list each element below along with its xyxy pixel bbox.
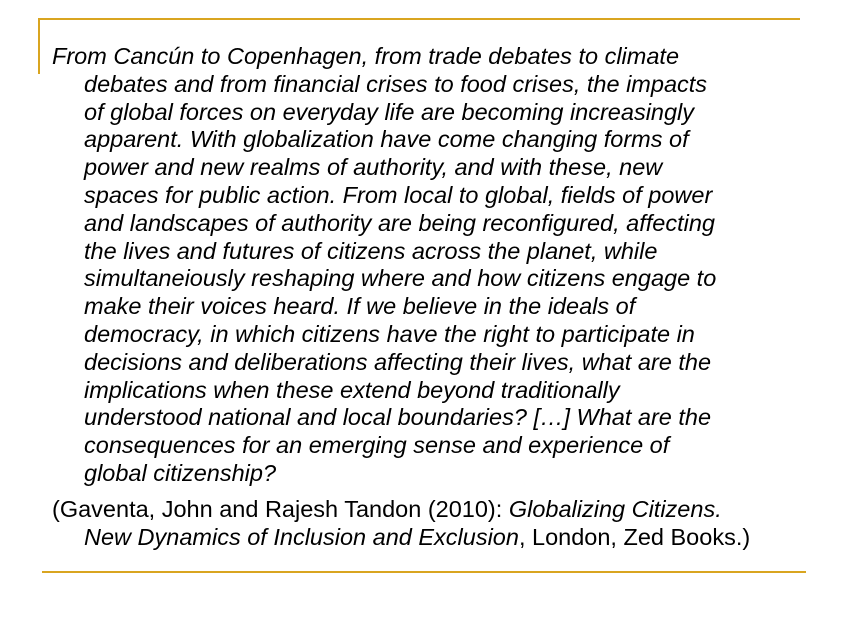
quote-line: spaces for public action. From local to global, fields of power [84,181,713,208]
quote-line: of global forces on everyday life are becoming increasingly [84,98,695,125]
quote-line: the lives and futures of citizens across the planet, while [84,237,658,264]
bottom-accent-rule [42,571,806,573]
quote-line: and landscapes of authority are being reconfigured, affecting [84,209,716,236]
citation-title-part2: New Dynamics of Inclusion and Exclusion [84,523,519,550]
citation-title-part1: Globalizing Citizens. [508,496,722,522]
citation-authors: (Gaventa, John and Rajesh Tandon (2010): [52,496,509,522]
quote-line: understood national and local boundaries? […] What are the [84,404,712,431]
left-accent-rule [38,18,40,74]
quote-line: global citizenship? [84,459,277,486]
quote-line: power and new realms of authority, and with these, new [84,154,663,181]
quote-line: From Cancún to Copenhagen, from trade debates to climate [52,43,680,69]
quote-line: consequences for an emerging sense and experience of [84,432,670,459]
quote-line: democracy, in which citizens have the right to participate in [84,320,695,347]
quote-line: implications when these extend beyond traditionally [84,376,620,403]
quote-block [52,43,792,488]
top-accent-rule [38,18,800,20]
quote-line: decisions and deliberations affecting their lives, what are the [84,348,712,375]
citation-block [52,496,802,552]
quote-line: make their voices heard. If we believe in the ideals of [84,293,636,320]
citation-publisher: , London, Zed Books.) [518,523,751,550]
quote-line: apparent. With globalization have come changing forms of [84,126,689,153]
citation-line-1 [52,496,802,524]
quote-line: debates and from financial crises to food crises, the impacts [84,70,708,97]
citation-line-2 [52,524,802,552]
quote-line: simultaneiously reshaping where and how citizens engage to [84,265,717,292]
